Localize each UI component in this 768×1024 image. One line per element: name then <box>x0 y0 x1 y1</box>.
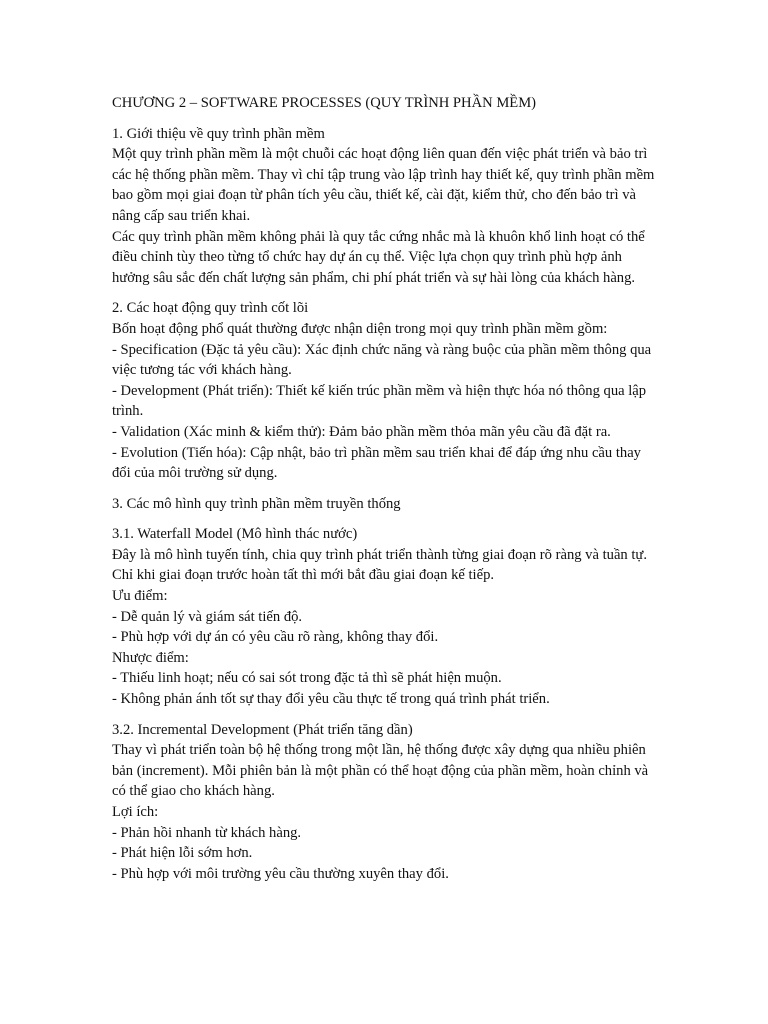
document-page <box>112 93 657 894</box>
list-item: - Dễ quản lý và giám sát tiến độ. <box>112 608 303 625</box>
paragraph: Bốn hoạt động phổ quát thường được nhận diện trong mọi quy trình phần mềm gồm: <box>112 320 608 337</box>
list-item: - Validation (Xác minh & kiểm thử): Đảm bảo phần mềm thỏa mãn yêu cầu đã đặt ra. <box>112 423 611 440</box>
section-waterfall <box>112 524 657 709</box>
section-incremental <box>112 720 657 885</box>
paragraph: Một quy trình phần mềm là một chuỗi các hoạt động liên quan đến việc phát triển và bảo trì các hệ thống phần mềm. Thay vì chỉ tập trung vào lập trình hay thiết kế, quy trình phần mềm bao gồm mọi giai đoạn từ phân tích yêu cầu, thiết kế, cài đặt, kiểm thử, cho đến bảo trì và nâng cấp sau triển khai. <box>112 146 655 224</box>
pros-label: Ưu điểm: <box>112 588 168 605</box>
list-item: - Thiếu linh hoạt; nếu có sai sót trong đặc tả thì sẽ phát hiện muộn. <box>112 670 502 687</box>
section-heading: 3. Các mô hình quy trình phần mềm truyền thống <box>112 495 401 512</box>
paragraph: Đây là mô hình tuyến tính, chia quy trình phát triển thành từng giai đoạn rõ ràng và tuần tự. Chỉ khi giai đoạn trước hoàn tất thì mới bắt đầu giai đoạn kế tiếp. <box>112 546 647 584</box>
section-heading: 1. Giới thiệu về quy trình phần mềm <box>112 125 325 142</box>
benefits-label: Lợi ích: <box>112 804 159 820</box>
paragraph: Thay vì phát triển toàn bộ hệ thống trong một lần, hệ thống được xây dựng qua nhiều phiên bản (increment). Mỗi phiên bản là một phần có thể hoạt động của phần mềm, hoàn chỉnh và có thể giao cho khách hàng. <box>112 742 649 800</box>
list-item: - Phát hiện lỗi sớm hơn. <box>112 845 253 862</box>
list-item: - Evolution (Tiến hóa): Cập nhật, bảo trì phần mềm sau triển khai để đáp ứng nhu cầu thay đổi của môi trường sử dụng. <box>112 444 641 482</box>
section-heading: 2. Các hoạt động quy trình cốt lõi <box>112 300 309 317</box>
section-introduction <box>112 124 657 289</box>
list-item: - Development (Phát triển): Thiết kế kiến trúc phần mềm và hiện thực hóa nó thông qua lập trình. <box>112 382 647 420</box>
cons-label: Nhược điểm: <box>112 649 189 666</box>
section-core-activities <box>112 298 657 483</box>
document-title: CHƯƠNG 2 – SOFTWARE PROCESSES (QUY TRÌNH PHẦN MỀM) <box>112 95 537 111</box>
list-item: - Phù hợp với dự án có yêu cầu rõ ràng, không thay đổi. <box>112 629 439 646</box>
paragraph: Các quy trình phần mềm không phải là quy tắc cứng nhắc mà là khuôn khổ linh hoạt có thể điều chỉnh tùy theo từng tổ chức hay dự án cụ thể. Việc lựa chọn quy trình phù hợp ảnh hưởng sâu sắc đến chất lượng sản phẩm, chi phí phát triển và sự hài lòng của khách hàng. <box>112 228 645 286</box>
section-heading: 3.1. Waterfall Model (Mô hình thác nước) <box>112 526 358 543</box>
list-item: - Phù hợp với môi trường yêu cầu thường xuyên thay đổi. <box>112 865 449 882</box>
list-item: - Phản hồi nhanh từ khách hàng. <box>112 824 302 841</box>
section-heading: 3.2. Incremental Development (Phát triển tăng dần) <box>112 721 413 738</box>
list-item: - Không phản ánh tốt sự thay đổi yêu cầu thực tế trong quá trình phát triển. <box>112 691 550 708</box>
section-traditional-models <box>112 494 657 515</box>
list-item: - Specification (Đặc tả yêu cầu): Xác định chức năng và ràng buộc của phần mềm thông qua việc tương tác với khách hàng. <box>112 341 652 379</box>
